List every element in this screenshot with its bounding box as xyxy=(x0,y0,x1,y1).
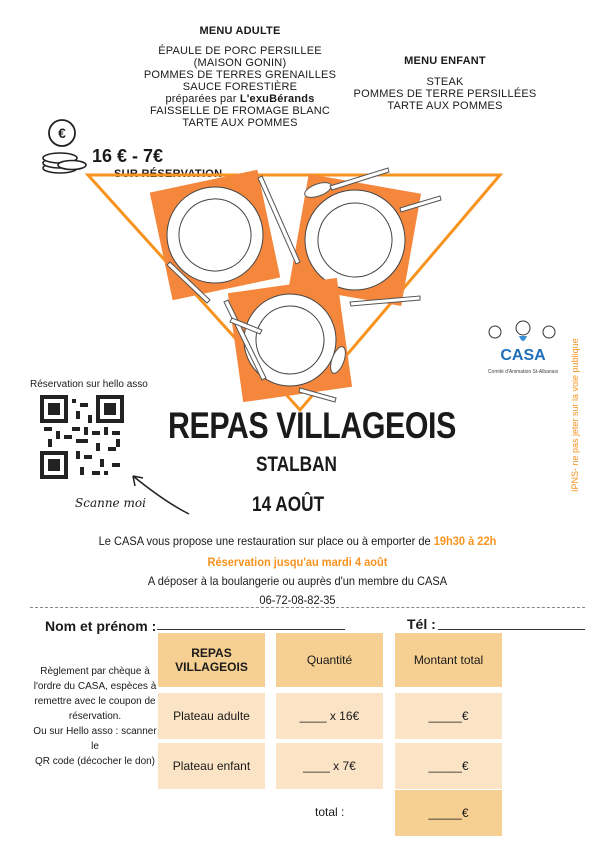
row-total: _____€ xyxy=(428,709,469,723)
row-qty: ____ x 16€ xyxy=(299,709,360,723)
tel-label: Tél : xyxy=(407,616,436,632)
info-text: Le CASA vous propose une restauration sur place ou à emporter de xyxy=(98,534,434,548)
menu-enfant-line: STEAK xyxy=(426,76,464,88)
menu-enfant-line: POMMES DE TERRE PERSILLÉES xyxy=(353,88,537,100)
info-line-1 xyxy=(24,534,571,548)
menu-adulte-line: POMMES DE TERRES GRENAILLES xyxy=(143,69,337,81)
table-header-label: Quantité xyxy=(306,653,353,667)
info-phone: 06-72-08-82-35 xyxy=(259,593,336,607)
event-place: STALBAN xyxy=(256,453,337,476)
menu-adulte-line: FAISSELLE DE FROMAGE BLANC xyxy=(149,105,331,117)
row-label: Plateau adulte xyxy=(173,709,250,723)
payment-note-line: l'ordre du CASA, espèces à xyxy=(33,681,157,692)
menu-adulte-line: (MAISON GONIN) xyxy=(193,57,287,69)
table-header-repas xyxy=(158,633,265,687)
cut-line xyxy=(30,607,585,608)
menu-enfant-title: MENU ENFANT xyxy=(404,55,486,67)
menu-enfant-line: TARTE AUX POMMES xyxy=(387,100,503,112)
info-deadline: Réservation jusqu'au mardi 4 août xyxy=(207,555,388,569)
menu-adulte-line: SAUCE FORESTIÈRE xyxy=(182,81,298,93)
prepared-prefix: préparées par xyxy=(165,93,240,105)
payment-note-line: QR code (décocher le don) xyxy=(34,756,156,767)
payment-note-line: remettre avec le coupon de xyxy=(34,696,156,707)
row-label: Plateau enfant xyxy=(172,759,251,773)
table-row-child-total[interactable] xyxy=(395,743,502,789)
row-total: _____€ xyxy=(428,759,469,773)
total-label: total : xyxy=(315,805,345,819)
payment-note xyxy=(30,664,160,769)
row-qty: ____ x 7€ xyxy=(303,759,356,773)
table-row-child-label xyxy=(158,743,265,789)
table-header-label: REPAS VILLAGEOIS xyxy=(175,646,248,674)
table-header-label: Montant total xyxy=(413,653,484,667)
qr-label: Réservation sur hello asso xyxy=(30,379,148,390)
name-label: Nom et prénom : xyxy=(45,618,157,634)
payment-note-line: réservation. xyxy=(68,711,122,722)
casa-logo xyxy=(478,318,568,375)
casa-mascots-icon xyxy=(483,318,563,348)
menu-adulte-line: TARTE AUX POMMES xyxy=(182,117,298,129)
arrow-icon xyxy=(125,470,195,520)
table-header-quantite xyxy=(276,633,383,687)
event-date: 14 AOÛT xyxy=(252,493,325,516)
casa-logo-text: CASA xyxy=(500,347,546,364)
table-header-montant xyxy=(395,633,502,687)
plate-setting-left xyxy=(150,170,280,300)
coin-symbol: € xyxy=(58,125,66,141)
casa-caption: Comité d'Animation St-Albanais xyxy=(487,369,559,375)
price: 16 € - 7€ xyxy=(92,146,164,166)
name-field[interactable] xyxy=(157,614,345,630)
info-dropoff: A déposer à la boulangerie ou auprès d'un membre du CASA xyxy=(147,574,448,588)
table-row-adult-label xyxy=(158,693,265,739)
total-value[interactable] xyxy=(395,790,502,836)
event-title: REPAS VILLAGEOIS xyxy=(168,405,456,446)
total-value-text: _____€ xyxy=(428,806,469,820)
menu-adulte-title: MENU ADULTE xyxy=(199,25,281,37)
menu-adulte-line: ÉPAULE DE PORC PERSILLEE xyxy=(158,45,322,57)
info-hours: 19h30 à 22h xyxy=(433,534,497,548)
ipns-notice: IPNS- ne pas jeter sur la voie publique xyxy=(570,338,580,492)
qr-code[interactable] xyxy=(40,395,124,479)
table-row-adult-qty[interactable] xyxy=(276,693,383,739)
payment-note-line: Règlement par chèque à xyxy=(40,666,150,677)
tel-field[interactable] xyxy=(438,614,585,630)
reservation-note: SUR RÉSERVATION xyxy=(114,168,223,180)
prepared-by: L'exuBérands xyxy=(239,93,315,105)
table-row-child-qty[interactable] xyxy=(276,743,383,789)
payment-note-line: Ou sur Hello asso : scanner le xyxy=(33,726,157,752)
scan-text: Scanne moi xyxy=(75,496,146,510)
table-row-adult-total[interactable] xyxy=(395,693,502,739)
